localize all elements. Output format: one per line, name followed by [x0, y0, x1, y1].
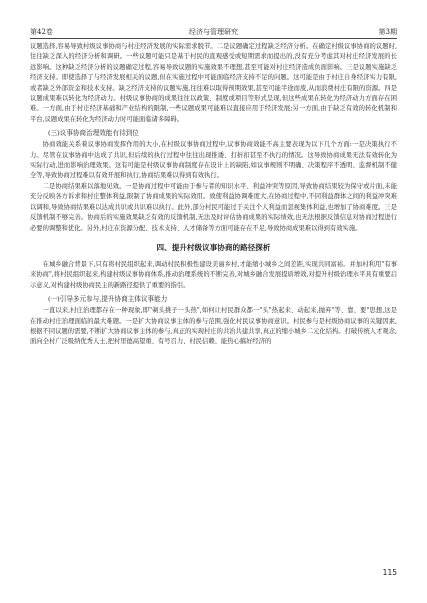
paragraph: 议题选择,容易导致村级议事协商与村庄经济发展的实际需求脱节。二是议题确定过程缺乏经济分析。在确定村级议事协商的议题时,往往缺乏深入的经济分析和调研。一些议题可能只是基于村民的直观感受或短期需求而提出的,没有充分考虑其对村庄经济发展的长远影响。这种缺乏经济分析的议题确定过程,容易导致议题的实施效果不理想,甚至可能对村庄经济造成负面影响。三是议题实施缺乏经济支持。即使选择了与经济发展相关的议题,但在实施过程中可能面临经济支持不足的问题。这可能是由于村庄自身经济实力有限,或者缺乏外部资金和技术支持。缺乏经济支持的议题实施,往往难以取得预期效果,甚至可能半途而废,从而浪费村庄有限的资源。四是议题成果难以转化为经济动力。村级议事协商的成果往往以政策、制度或项目等形式呈现,但这些成果在转化为经济动力方面存在困难。一方面,由于村庄经济基础和产业结构的限制,一些议题成果可能难以直接应用于经济发展;另一方面,由于缺乏有效的转化机制和平台,议题成果在转化为经济动力时可能面临诸多障碍。: [30, 43, 397, 123]
journal-title: 经济与管理研究: [189, 28, 238, 36]
subheading: (三)议事协商治理效能有待到位: [48, 129, 139, 138]
paragraph: 一直以来,村庄治理都存在一种现象,即"剃头挑子一头热",如何让村民群众都一"头"热起来、动起来,抛弃"等、靠、要"思想,这是在推动村庄治理面临的最大难题。一是扩大协商议事主体的参与范围,强化村民议事协商意识。村民参与是村级协商议事的关键因素,根据不同议题的需要,不断扩大协商议事主体的参与,真正的实现村庄的共治共建共享,真正的缩小城乡二元化结构。打破传统人才观念,面向全村广泛吸纳优秀人士,把村里德高望重、有号召力、村民信赖、能热心搞好经济的: [30, 307, 397, 346]
page-number: 115: [382, 568, 397, 577]
paragraph: 二是协商结果难以落地见效。一是协商过程中可能由于参与者的知识水平、利益冲突等原因,导致协商结果较为保守或片面,未能充分反映各方诉求和村庄整体利益,限制了协商成果的实际效用。致使利益协调难度大,在协商过程中,不同利益群体之间的利益冲突难以调和,导致协商结果难以达成共识或共识难以执行。此外,部分村民可能过于关注个人利益而忽视集体利益,也增加了协商难度。三是反馈机制不够完善。协商后的实施效果缺乏有效的反馈机制,无法及时评估协商成果的实际绩效,也无法根据反馈信息对协商过程进行必要的调整和优化。另外,村庄在资源分配、技术支持、人才储备等方面可能存在不足,导致协商成果难以得到有效实施。: [30, 182, 397, 232]
subheading: (一)引导多元参与,提升协商主体议事能力: [48, 295, 168, 304]
paragraph: 在城乡融合背景下,只有将村民组织起来,调动村民积极性建设美丽乡村,才能缩小城乡之间差距,实现共同富裕。并加村利用"有事来协商",将村民组织起来,构建村级议事协商体系,推动治理系统的不断完善,对城乡融合发展提质增效,对提升村级治理水平具有重要启示意义,对构建村级协商民主的新路径提供了重要的指引。: [30, 260, 397, 289]
paragraph: 协商效能关系着议事协商发挥作用的大小,在村级议事协商过程中,议事协商效能不高主要表现为以下几个方面:一是决策执行不力。尽管在议事协商中达成了共识,但后续的执行过程中往往出现推诿、打折扣甚至不执行的情况。这导致协商成果无法有效转化为实际行动,进而影响治理效果。这有可能是村级议事协商制度存在设计上的缺陷,如议事规则不明确、决策程序不透明、监督机制不健全等,导致协商过程难以有效开展和执行,协商结果难以得到有效执行。: [30, 141, 397, 180]
article-body: [30, 42, 397, 348]
page-header: [30, 26, 397, 39]
section-heading: 四、提升村级议事协商的路径探析: [156, 242, 271, 252]
issue-label: 第3期: [378, 28, 397, 36]
volume-label: 第42卷: [30, 28, 53, 36]
